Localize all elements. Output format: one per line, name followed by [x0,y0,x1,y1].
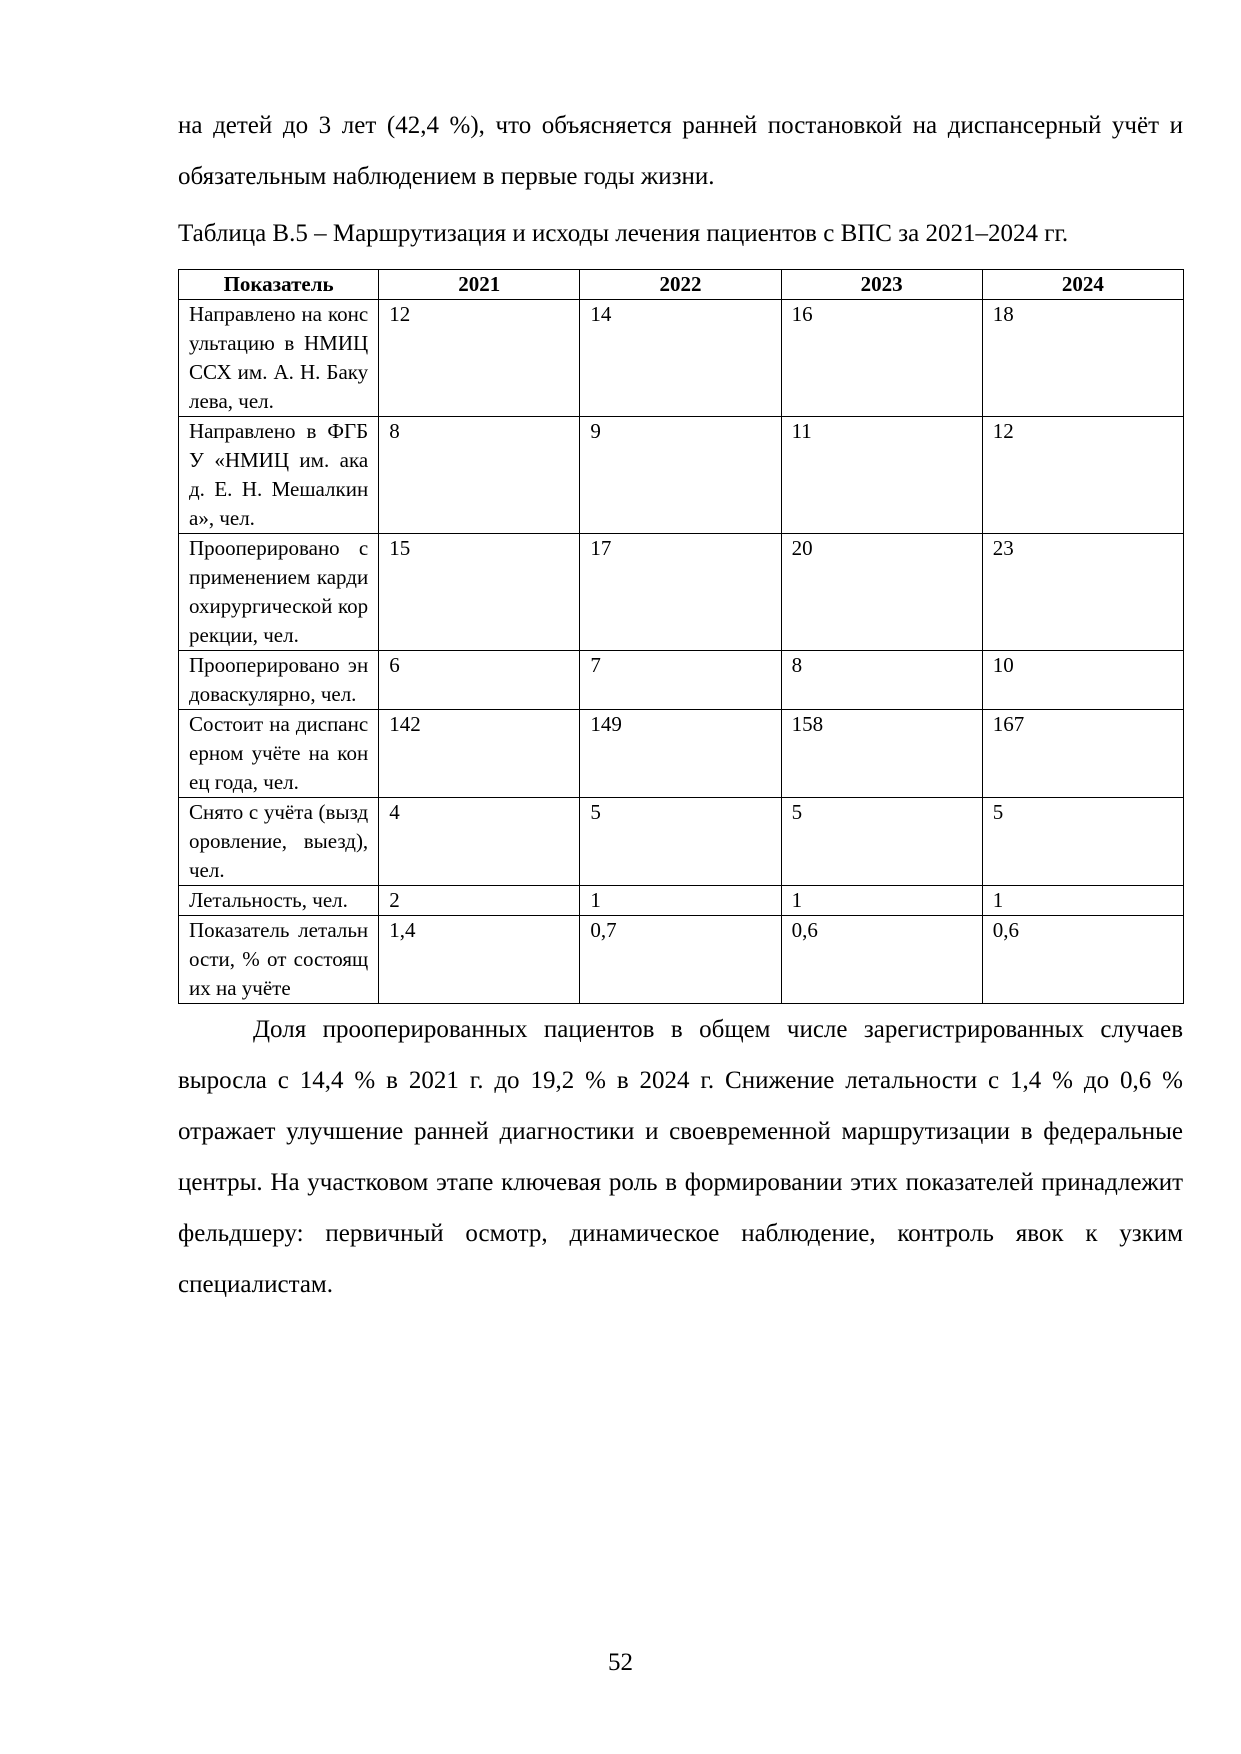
table-header-row [179,270,1184,300]
header-year-2024: 2024 [982,270,1183,300]
cell-value: 0,6 [781,916,982,1004]
cell-value: 16 [781,300,982,417]
cell-value: 8 [781,651,982,710]
cell-value: 12 [982,417,1183,534]
cell-value: 10 [982,651,1183,710]
header-year-2023: 2023 [781,270,982,300]
cell-value: 5 [781,798,982,886]
cell-value: 17 [580,534,781,651]
cell-value: 158 [781,710,982,798]
cell-value: 1 [982,886,1183,916]
cell-value: 7 [580,651,781,710]
row-label: Прооперировано с применением кардиохирургической коррекции, чел. [179,534,379,651]
table-row [179,300,1184,417]
row-label: Состоит на диспансерном учёте на конец года, чел. [179,710,379,798]
table-row [179,916,1184,1004]
header-year-2022: 2022 [580,270,781,300]
header-indicator: Показатель [179,270,379,300]
row-label: Направлено на консультацию в НМИЦ ССХ им. А. Н. Бакулева, чел. [179,300,379,417]
cell-value: 12 [379,300,580,417]
row-label: Показатель летальности, % от состоящих на учёте [179,916,379,1004]
cell-value: 14 [580,300,781,417]
cell-value: 149 [580,710,781,798]
table-row [179,798,1184,886]
cell-value: 1 [580,886,781,916]
cell-value: 6 [379,651,580,710]
cell-value: 23 [982,534,1183,651]
cell-value: 20 [781,534,982,651]
row-label: Снято с учёта (выздоровление, выезд), чел. [179,798,379,886]
routing-outcomes-table [178,269,1184,1004]
cell-value: 2 [379,886,580,916]
cell-value: 1,4 [379,916,580,1004]
cell-value: 167 [982,710,1183,798]
row-label: Направлено в ФГБУ «НМИЦ им. акад. Е. Н. Мешалкина», чел. [179,417,379,534]
document-page [178,100,1183,1310]
table-row [179,710,1184,798]
cell-value: 18 [982,300,1183,417]
cell-value: 5 [580,798,781,886]
table-row [179,651,1184,710]
page-number: 52 [608,1649,633,1676]
cell-value: 4 [379,798,580,886]
cell-value: 11 [781,417,982,534]
closing-paragraph: Доля прооперированных пациентов в общем числе зарегистрированных случаев выросла с 14,4 % в 2021 г. до 19,2 % в 2024 г. Снижение летальности с 1,4 % до 0,6 % отражает улучшение ранней диагностики и своевременной маршрутизации в федеральные центры. На участковом этапе ключевая роль в формировании этих показателей принадлежит фельдшеру: первичный осмотр, динамическое наблюдение, контроль явок к узким специалистам. [178,1016,1183,1298]
cell-value: 0,7 [580,916,781,1004]
table-row [179,534,1184,651]
table-caption: Таблица В.5 – Маршрутизация и исходы лечения пациентов с ВПС за 2021–2024 гг. [178,220,1069,247]
row-label: Прооперировано эндоваскулярно, чел. [179,651,379,710]
cell-value: 15 [379,534,580,651]
row-label: Летальность, чел. [179,886,379,916]
cell-value: 142 [379,710,580,798]
cell-value: 9 [580,417,781,534]
cell-value: 0,6 [982,916,1183,1004]
intro-paragraph: на детей до 3 лет (42,4 %), что объясняется ранней постановкой на диспансерный учёт и обязательным наблюдением в первые годы жизни. [178,112,1183,190]
table-row [179,417,1184,534]
cell-value: 1 [781,886,982,916]
header-year-2021: 2021 [379,270,580,300]
cell-value: 8 [379,417,580,534]
table-row [179,886,1184,916]
cell-value: 5 [982,798,1183,886]
